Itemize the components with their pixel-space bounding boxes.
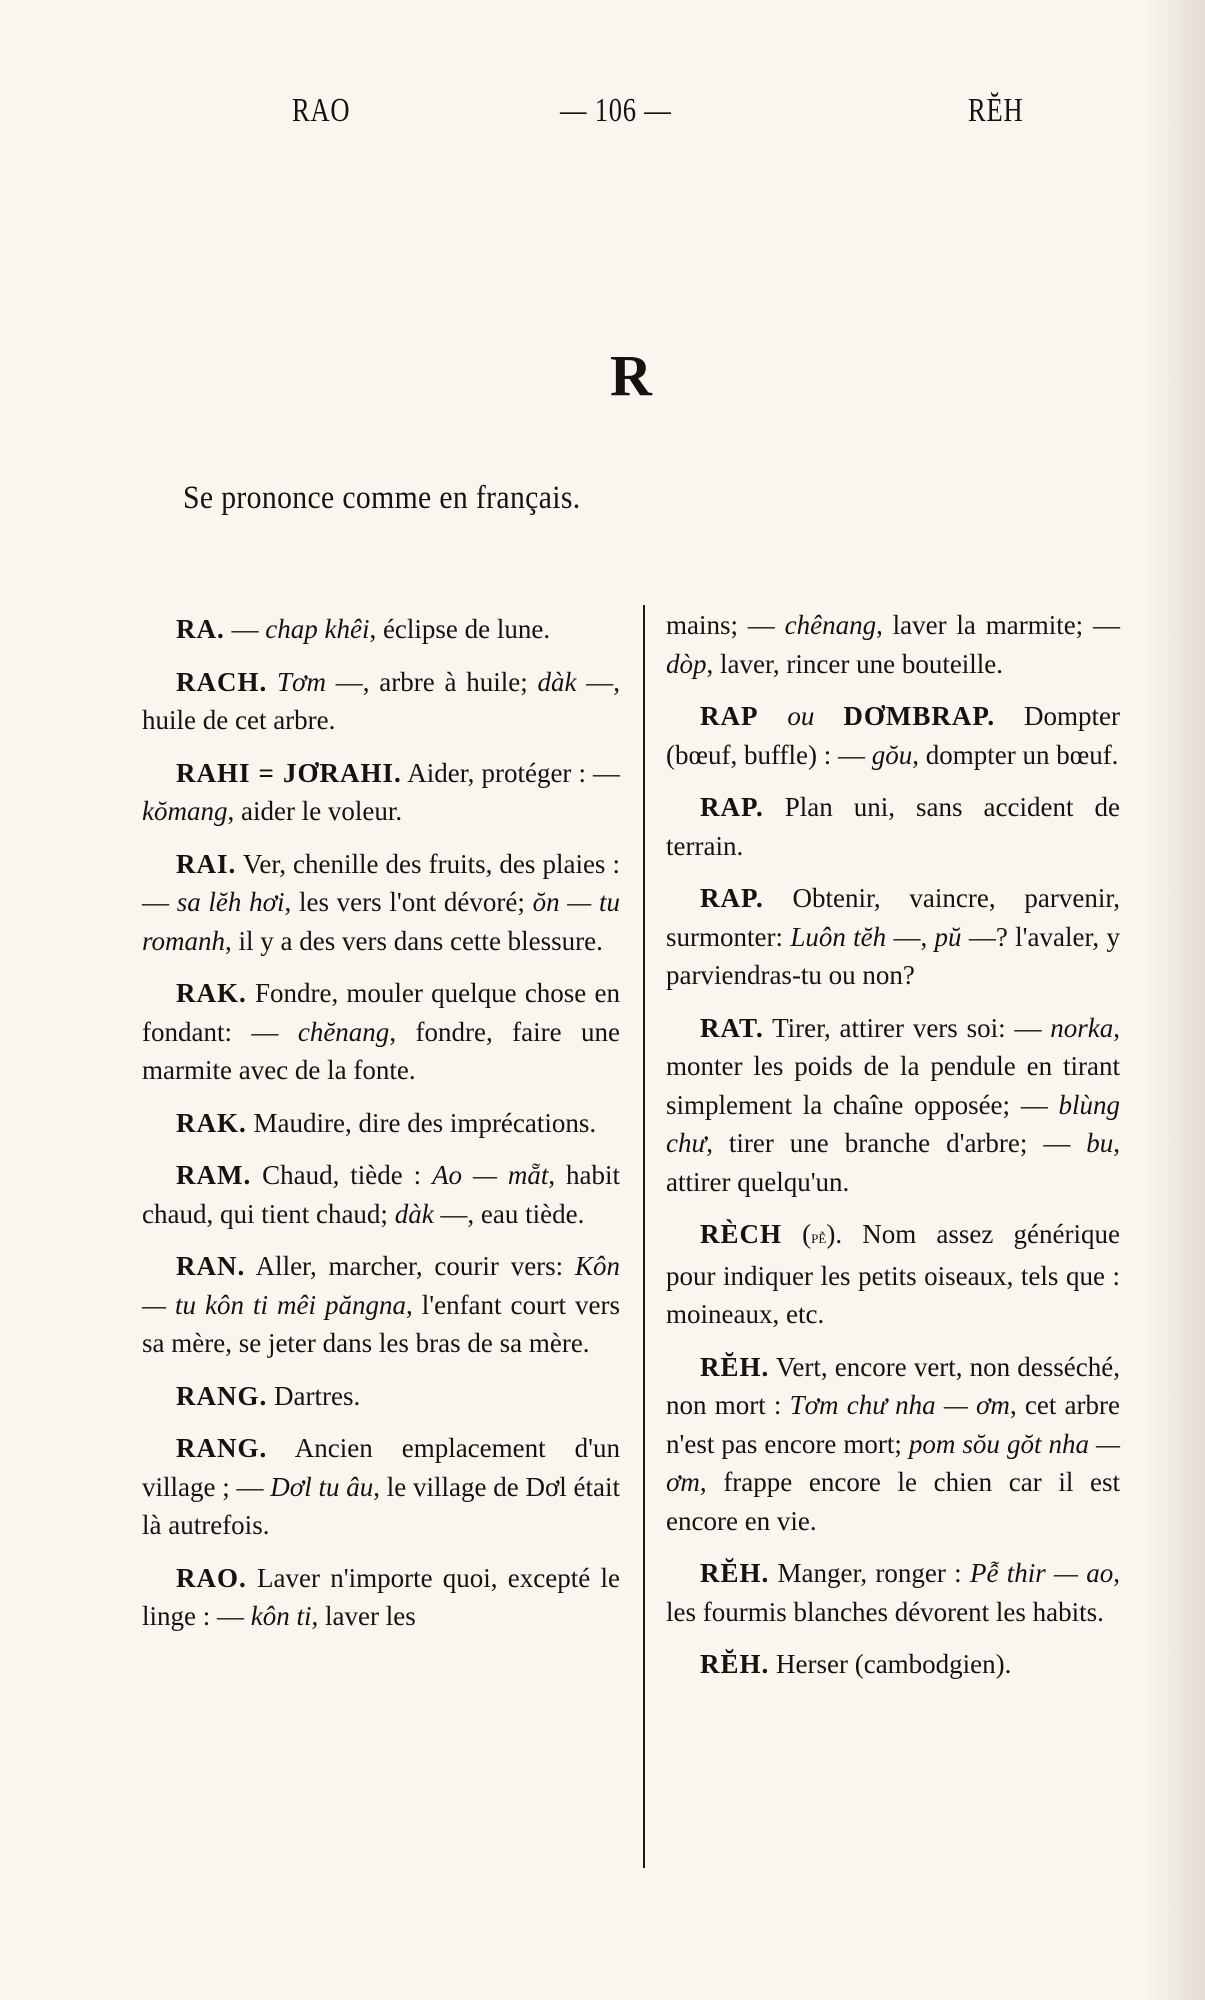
entry-text: Aider, protéger : — xyxy=(401,757,620,788)
entry-text: Aller, marcher, courir vers: xyxy=(245,1251,575,1281)
section-letter-heading: R xyxy=(610,343,652,408)
entry-text: —? l'avaler, y parviendras-tu ou non? xyxy=(666,921,1120,990)
entry-text: Manger, ronger : xyxy=(769,1558,970,1588)
entry-text: , frappe encore le chien car il est encore en vie. xyxy=(666,1467,1120,1536)
entry-text: , fondre, faire une marmite avec de la fonte. xyxy=(142,1016,620,1085)
entry-example: chap khêi xyxy=(265,614,370,644)
entry-text: Fondre, mouler quelque chose en fondant: — xyxy=(142,978,620,1047)
entry-headword: RAT. xyxy=(700,1012,764,1043)
dictionary-entry xyxy=(666,1009,1120,1202)
entry-text: Tirer, attirer vers soi: — xyxy=(763,1012,1051,1043)
entry-text: Laver n'importe quoi, excepté le linge : — xyxy=(142,1562,620,1631)
entry-text xyxy=(267,667,277,697)
entry-text: Chaud, tiède : xyxy=(251,1160,433,1190)
entry-text: ( xyxy=(782,1219,812,1249)
entry-note: pễ xyxy=(811,1227,827,1247)
entry-example: pom sŏu gŏt nha — ơm xyxy=(666,1428,1120,1497)
entry-example: kôn ti xyxy=(250,1601,312,1631)
dictionary-entry xyxy=(666,1645,1120,1684)
dictionary-entry xyxy=(142,1559,620,1636)
dictionary-entry xyxy=(142,610,620,649)
running-head-left: RAO xyxy=(292,92,351,129)
entry-headword: RAP. xyxy=(700,792,764,822)
entry-text: , attirer quelqu'un. xyxy=(666,1128,1120,1197)
entry-text: , dompter un bœuf. xyxy=(912,739,1119,770)
entry-example: ŏn — tu romanh xyxy=(142,887,620,956)
entry-headword: RAK. xyxy=(176,1107,247,1138)
entry-text: —, xyxy=(886,921,935,952)
section-intro: Se prononce comme en français. xyxy=(183,480,581,516)
entry-text: —, huile de cet arbre. xyxy=(142,666,621,735)
entry-example: Pễ thir — ao xyxy=(969,1558,1114,1588)
entry-headword: RAP xyxy=(700,701,759,731)
entry-text: Maudire, dire des imprécations. xyxy=(246,1107,597,1138)
entry-example: Ao — mẵt xyxy=(432,1160,549,1190)
entry-example: chênang xyxy=(784,610,877,640)
dictionary-entry xyxy=(666,788,1120,865)
entry-text: , laver, rincer une bouteille. xyxy=(706,648,1004,679)
page-number: — 106 — xyxy=(560,92,672,129)
entry-headword: RĔH. xyxy=(700,1558,770,1588)
entry-example: dàk xyxy=(394,1198,434,1229)
dictionary-entry xyxy=(142,1156,620,1233)
dictionary-entry xyxy=(142,1377,620,1416)
entry-text: —, eau tiède. xyxy=(433,1198,585,1229)
entry-text: Obtenir, vaincre, parvenir, surmonter: xyxy=(666,883,1120,952)
dictionary-entry xyxy=(142,663,620,740)
dictionary-entry xyxy=(142,1247,620,1363)
entry-example: chĕnang xyxy=(297,1016,390,1047)
entry-headword: RACH. xyxy=(176,666,268,697)
entry-text: , éclipse de lune. xyxy=(369,614,551,644)
entry-example: norka xyxy=(1050,1012,1114,1043)
dictionary-entry xyxy=(666,1215,1120,1334)
entry-text: , laver les xyxy=(311,1601,416,1631)
entry-text: Plan uni, sans accident de terrain. xyxy=(666,792,1120,861)
entry-example: gŏu xyxy=(871,739,913,770)
entry-headword: RA. xyxy=(176,614,225,644)
entry-text: , laver la marmite; — xyxy=(876,610,1120,640)
entry-headword: RĔH. xyxy=(700,1649,770,1679)
entry-example: bu xyxy=(1086,1128,1114,1158)
dictionary-entry xyxy=(666,1348,1120,1541)
entry-headword: RAP. xyxy=(700,883,764,913)
entry-headword: RAHI = JƠRAHI. xyxy=(176,757,402,788)
entry-headword: RĔH. xyxy=(700,1351,770,1382)
entry-example: kŏmang xyxy=(142,796,228,826)
right-column xyxy=(666,606,1120,1698)
entry-text: , les fourmis blanches dévorent les habits. xyxy=(666,1558,1121,1627)
entry-example: dàk xyxy=(537,666,577,697)
entry-text: , il y a des vers dans cette blessure. xyxy=(225,925,603,956)
dictionary-entry xyxy=(142,845,620,961)
dictionary-entry xyxy=(142,1429,620,1545)
entry-example: Tơm xyxy=(277,666,326,697)
entry-text: , monter les poids de la pendule en tirant simplement la chaîne opposée; — xyxy=(666,1012,1120,1120)
entry-example: dòp xyxy=(666,648,707,679)
dictionary-entry xyxy=(142,974,620,1090)
entry-headword: RANG. xyxy=(176,1380,268,1411)
dictionary-entry xyxy=(142,754,620,831)
entry-example: pŭ xyxy=(934,921,962,952)
entry-text: , aider le voleur. xyxy=(227,796,403,826)
entry-text: —, arbre à huile; xyxy=(325,666,538,697)
page-edge-shadow xyxy=(1145,0,1205,2000)
dictionary-entry xyxy=(142,1104,620,1143)
entry-text: mains; — xyxy=(666,610,785,640)
entry-headword: RAM. xyxy=(176,1160,252,1190)
entry-headword: RAK. xyxy=(176,978,247,1008)
entry-headword: RAO. xyxy=(176,1562,247,1593)
entry-example: Tơm chư nha — ơm xyxy=(789,1390,1010,1420)
entry-example: Kôn — tu kôn ti mêi păngna xyxy=(142,1251,620,1320)
entry-text: Herser (cambodgien). xyxy=(769,1649,1012,1679)
entry-example: blùng chư xyxy=(666,1089,1120,1158)
entry-headword: RANG. xyxy=(176,1433,268,1463)
entry-example: Luôn tĕh xyxy=(790,921,887,952)
entry-example: sa lĕh hơi xyxy=(176,887,285,917)
entry-text: , le village de Dơl était là autrefois. xyxy=(142,1471,620,1540)
running-head-right: RĔH xyxy=(968,92,1024,129)
entry-text: , l'enfant court vers sa mère, se jeter dans les bras de sa mère. xyxy=(142,1289,620,1358)
column-divider xyxy=(643,605,645,1868)
entry-text: Dompter (bœuf, buffle) : — xyxy=(666,701,1121,770)
entry-text: Vert, encore vert, non desséché, non mort : xyxy=(666,1351,1120,1420)
dictionary-entry xyxy=(666,879,1120,995)
entry-headword: DƠMBRAP. xyxy=(843,701,996,731)
entry-example: ou xyxy=(758,701,844,731)
entry-text: , habit chaud, qui tient chaud; xyxy=(142,1160,621,1229)
left-column xyxy=(142,610,620,1650)
entry-headword: RAI. xyxy=(176,848,237,879)
entry-text: , tirer une branche d'arbre; — xyxy=(706,1128,1087,1158)
dictionary-entry xyxy=(666,697,1120,774)
entry-text: , les vers l'ont dévoré; xyxy=(284,887,533,917)
entry-example: Dơl tu âu xyxy=(270,1471,374,1502)
entry-text: Ver, chenille des fruits, des plaies : — xyxy=(142,848,620,917)
dictionary-entry-continuation xyxy=(666,606,1120,683)
entry-headword: RÈCH xyxy=(700,1219,783,1249)
entry-text: Ancien emplacement d'un village ; — xyxy=(142,1433,620,1502)
entry-text: , cet arbre n'est pas encore mort; xyxy=(666,1390,1120,1459)
entry-text: Dartres. xyxy=(267,1380,361,1411)
entry-text: — xyxy=(224,614,266,644)
entry-text: ). Nom assez générique pour indiquer les petits oiseaux, tels que : moineaux, etc. xyxy=(666,1219,1120,1329)
dictionary-entry xyxy=(666,1554,1120,1631)
entry-headword: RAN. xyxy=(176,1251,246,1281)
